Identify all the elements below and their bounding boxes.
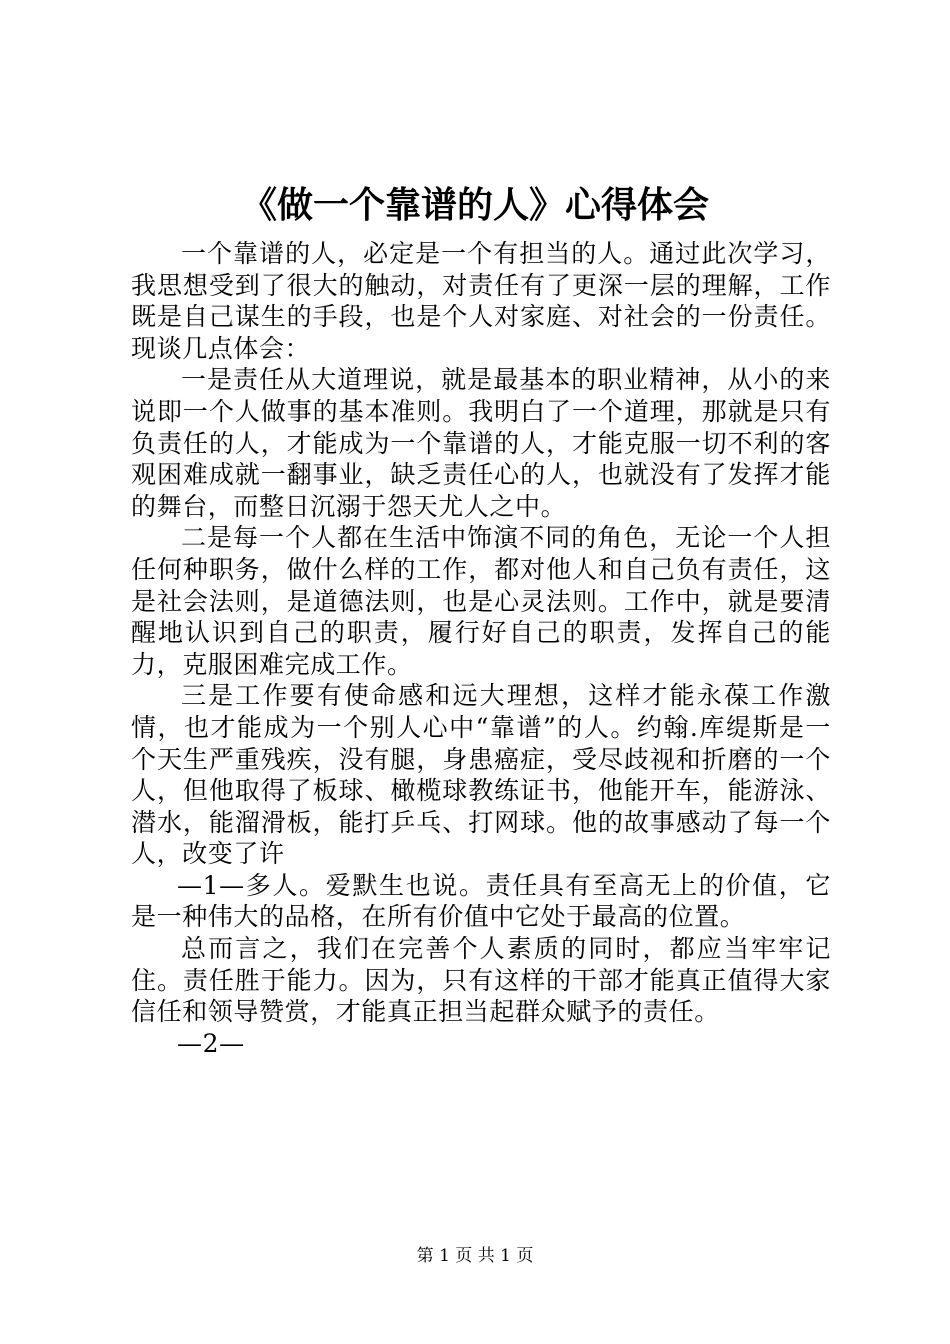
paragraph-point-three: 三是工作要有使命感和远大理想，这样才能永葆工作激情，也才能成为一个别人心中“靠谱”的人。约翰.库缇斯是一个天生严重残疾，没有腿，身患癌症，受尽歧视和折磨的一个人，但他取得了板球、橄榄球教练证书，他能开车，能游泳、潜水，能溜滑板，能打乒乓、打网球。他的故事感动了每一个人，改变了许 <box>131 681 831 869</box>
inline-page-marker: —2— <box>177 1028 245 1058</box>
document-body <box>131 238 831 1059</box>
paragraph-conclusion: 总而言之，我们在完善个人素质的同时，都应当牢牢记住。责任胜于能力。因为，只有这样的干部才能真正值得大家信任和领导赞赏，才能真正担当起群众赋予的责任。 <box>131 934 831 1027</box>
paragraph-point-two: 二是每一个人都在生活中饰演不同的角色，无论一个人担任何种职务，做什么样的工作，都对他人和自己负有责任，这是社会法则，是道德法则，也是心灵法则。工作中，就是要清醒地认识到自己的职责，履行好自己的职责，发挥自己的能力，克服困难完成工作。 <box>131 523 831 679</box>
paragraph-continuation: —1—多人。爱默生也说。责任具有至高无上的价值，它是一种伟大的品格，在所有价值中它处于最高的位置。 <box>131 870 831 932</box>
document-title: 《做一个靠谱的人》心得体会 <box>240 184 709 226</box>
paragraph-intro: 一个靠谱的人，必定是一个有担当的人。通过此次学习，我思想受到了很大的触动，对责任有了更深一层的理解，工作既是自己谋生的手段，也是个人对家庭、对社会的一份责任。现谈几点体会： <box>131 239 831 363</box>
page-footer: 第 1 页 共 1 页 <box>416 1246 534 1266</box>
paragraph-point-one: 一是责任从大道理说，就是最基本的职业精神，从小的来说即一个人做事的基本准则。我明白了一个道理，那就是只有负责任的人，才能成为一个靠谱的人，才能克服一切不利的客观困难成就一翻事业，缺乏责任心的人，也就没有了发挥才能的舞台，而整日沉溺于怨天尤人之中。 <box>131 365 831 521</box>
